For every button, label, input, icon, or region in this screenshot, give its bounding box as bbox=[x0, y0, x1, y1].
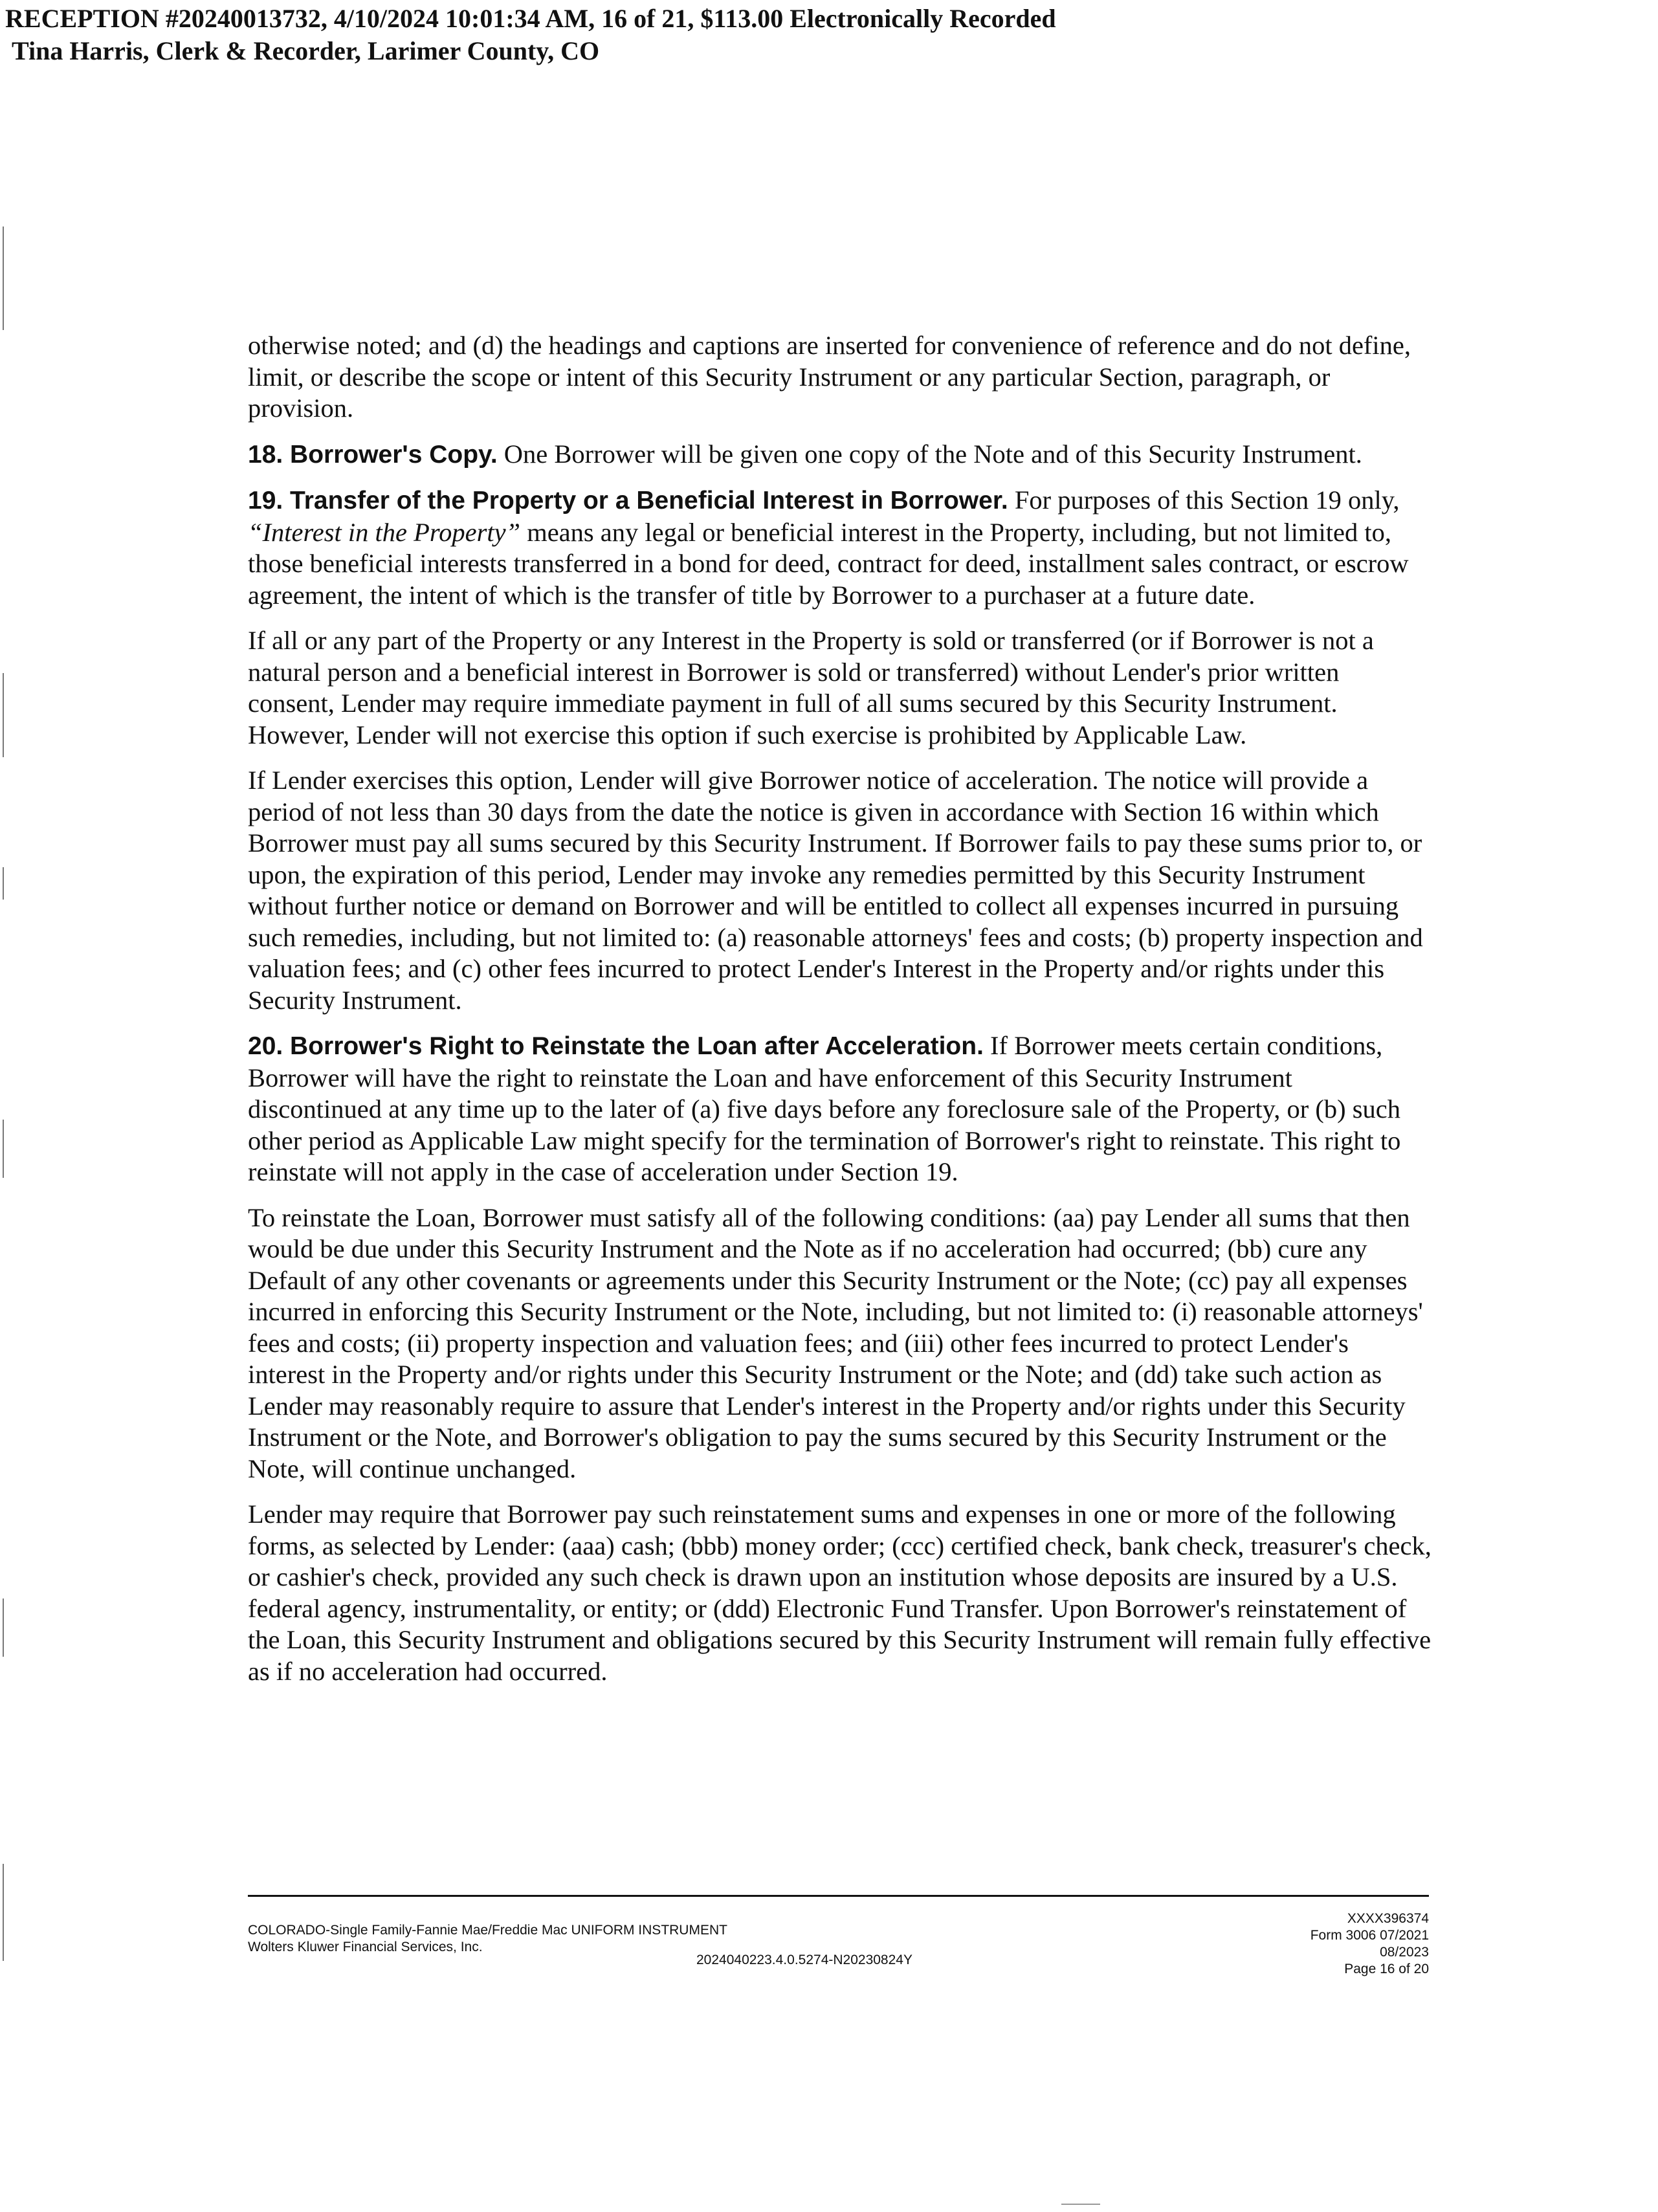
form-title: COLORADO-Single Family-Fannie Mae/Freddie Mac UNIFORM INSTRUMENT bbox=[248, 1923, 727, 1938]
publisher: Wolters Kluwer Financial Services, Inc. bbox=[248, 1940, 483, 1954]
section-20-paragraph-3: Lender may require that Borrower pay such reinstatement sums and expenses in one or more of the following forms, as selected by Lender: (aaa) cash; (bbb) money order; (ccc) certified check, bank check, treasurer's check, or cashier's check, provided any such check is drawn upon an institution whose deposits are insured by a U.S. federal agency, instrumentality, or entity; or (ddd) Electronic Fund Transfer. Upon Borrower's reinstatement of the Loan, this Security Instrument and obligations secured by this Security Instrument will remain fully effective as if no acceleration had occurred. bbox=[248, 1499, 1431, 1686]
form-revision: 08/2023 bbox=[1380, 1945, 1429, 1960]
document-body bbox=[248, 330, 1432, 1701]
recording-header bbox=[5, 3, 1056, 67]
loan-number: XXXX396374 bbox=[1347, 1911, 1429, 1926]
section-19-text-before: For purposes of this Section 19 only, bbox=[1008, 485, 1400, 514]
section-18-heading: 18. Borrower's Copy. bbox=[248, 440, 498, 469]
footer-center bbox=[696, 1952, 912, 1969]
section-20-text: If Borrower meets certain conditions, Borrower will have the right to reinstate the Loan and have enforcement of this Security Instrument discontinued at any time up to the later of (a) five days before any foreclosure sale of the Property, or (b) such other period as Applicable Law might specify for the termination of Borrower's right to reinstate. This right to reinstate will not apply in the case of acceleration under Section 19. bbox=[248, 1031, 1401, 1186]
continuation-paragraph: otherwise noted; and (d) the headings and captions are inserted for convenience of reference and do not define, limit, or describe the scope or intent of this Security Instrument or any particular Section, paragraph, or provision. bbox=[248, 331, 1411, 423]
footer-left bbox=[248, 1922, 727, 1956]
recording-stamp: RECEPTION #20240013732, 4/10/2024 10:01:34 AM, 16 of 21, $113.00 Electronically Recorded bbox=[5, 4, 1056, 33]
document-code: 2024040223.4.0.5274-N20230824Y bbox=[696, 1952, 912, 1967]
section-18-text: One Borrower will be given one copy of the Note and of this Security Instrument. bbox=[497, 439, 1362, 469]
scan-artifact bbox=[1061, 2204, 1100, 2205]
section-19-paragraph-2: If all or any part of the Property or any Interest in the Property is sold or transferred (or if Borrower is not a natural person and a beneficial interest in Borrower is sold or transferred) without Lender's prior written consent, Lender may require immediate payment in full of all sums secured by this Security Instrument. However, Lender will not exercise this option if such exercise is prohibited by Applicable Law. bbox=[248, 626, 1374, 749]
form-number: Form 3006 07/2021 bbox=[1310, 1928, 1429, 1943]
page-number: Page 16 of 20 bbox=[1344, 1962, 1429, 1976]
section-20 bbox=[248, 1030, 1432, 1188]
recorder-name: Tina Harris, Clerk & Recorder, Larimer County, CO bbox=[12, 36, 600, 65]
section-19-paragraph-3: If Lender exercises this option, Lender will give Borrower notice of acceleration. The notice will provide a period of not less than 30 days from the date the notice is given in accordance with Section 16 within which Borrower must pay all sums secured by this Security Instrument. If Borrower fails to pay these sums prior to, or upon, the expiration of this period, Lender may invoke any remedies permitted by this Security Instrument without further notice or demand on Borrower and will be entitled to collect all expenses incurred in pursuing such remedies, including, but not limited to: (a) reasonable attorneys' fees and costs; (b) property inspection and valuation fees; and (c) other fees incurred to protect Lender's Interest in the Property and/or rights under this Security Instrument. bbox=[248, 766, 1423, 1015]
section-20-heading: 20. Borrower's Right to Reinstate the Loan after Acceleration. bbox=[248, 1032, 984, 1060]
footer-right bbox=[1310, 1910, 1429, 1978]
section-19-heading: 19. Transfer of the Property or a Beneficial Interest in Borrower. bbox=[248, 487, 1008, 514]
footer-divider bbox=[248, 1895, 1429, 1897]
section-19-defined-term: “Interest in the Property” bbox=[248, 517, 521, 547]
section-19 bbox=[248, 485, 1432, 611]
section-19-text-after: means any legal or beneficial interest in the Property, including, but not limited to, those beneficial interests transferred in a bond for deed, contract for deed, installment sales contract, or escrow agreement, the intent of which is the transfer of title by Borrower to a purchaser at a future date. bbox=[248, 517, 1409, 610]
section-20-paragraph-2: To reinstate the Loan, Borrower must satisfy all of the following conditions: (aa) pay Lender all sums that then would be due under this Security Instrument and the Note as if no acceleration had occurred; (bb) cure any Default of any other covenants or agreements under this Security Instrument or the Note; (cc) pay all expenses incurred in enforcing this Security Instrument or the Note, including, but not limited to: (i) reasonable attorneys' fees and costs; (ii) property inspection and valuation fees; and (iii) other fees incurred to protect Lender's interest in the Property and/or rights under this Security Instrument or the Note; and (dd) take such action as Lender may reasonably require to assure that Lender's interest in the Property and/or rights under this Security Instrument or the Note, and Borrower's obligation to pay the sums secured by this Security Instrument or the Note, will continue unchanged. bbox=[248, 1202, 1423, 1483]
page-footer bbox=[248, 1910, 1429, 1988]
section-18 bbox=[248, 439, 1432, 471]
